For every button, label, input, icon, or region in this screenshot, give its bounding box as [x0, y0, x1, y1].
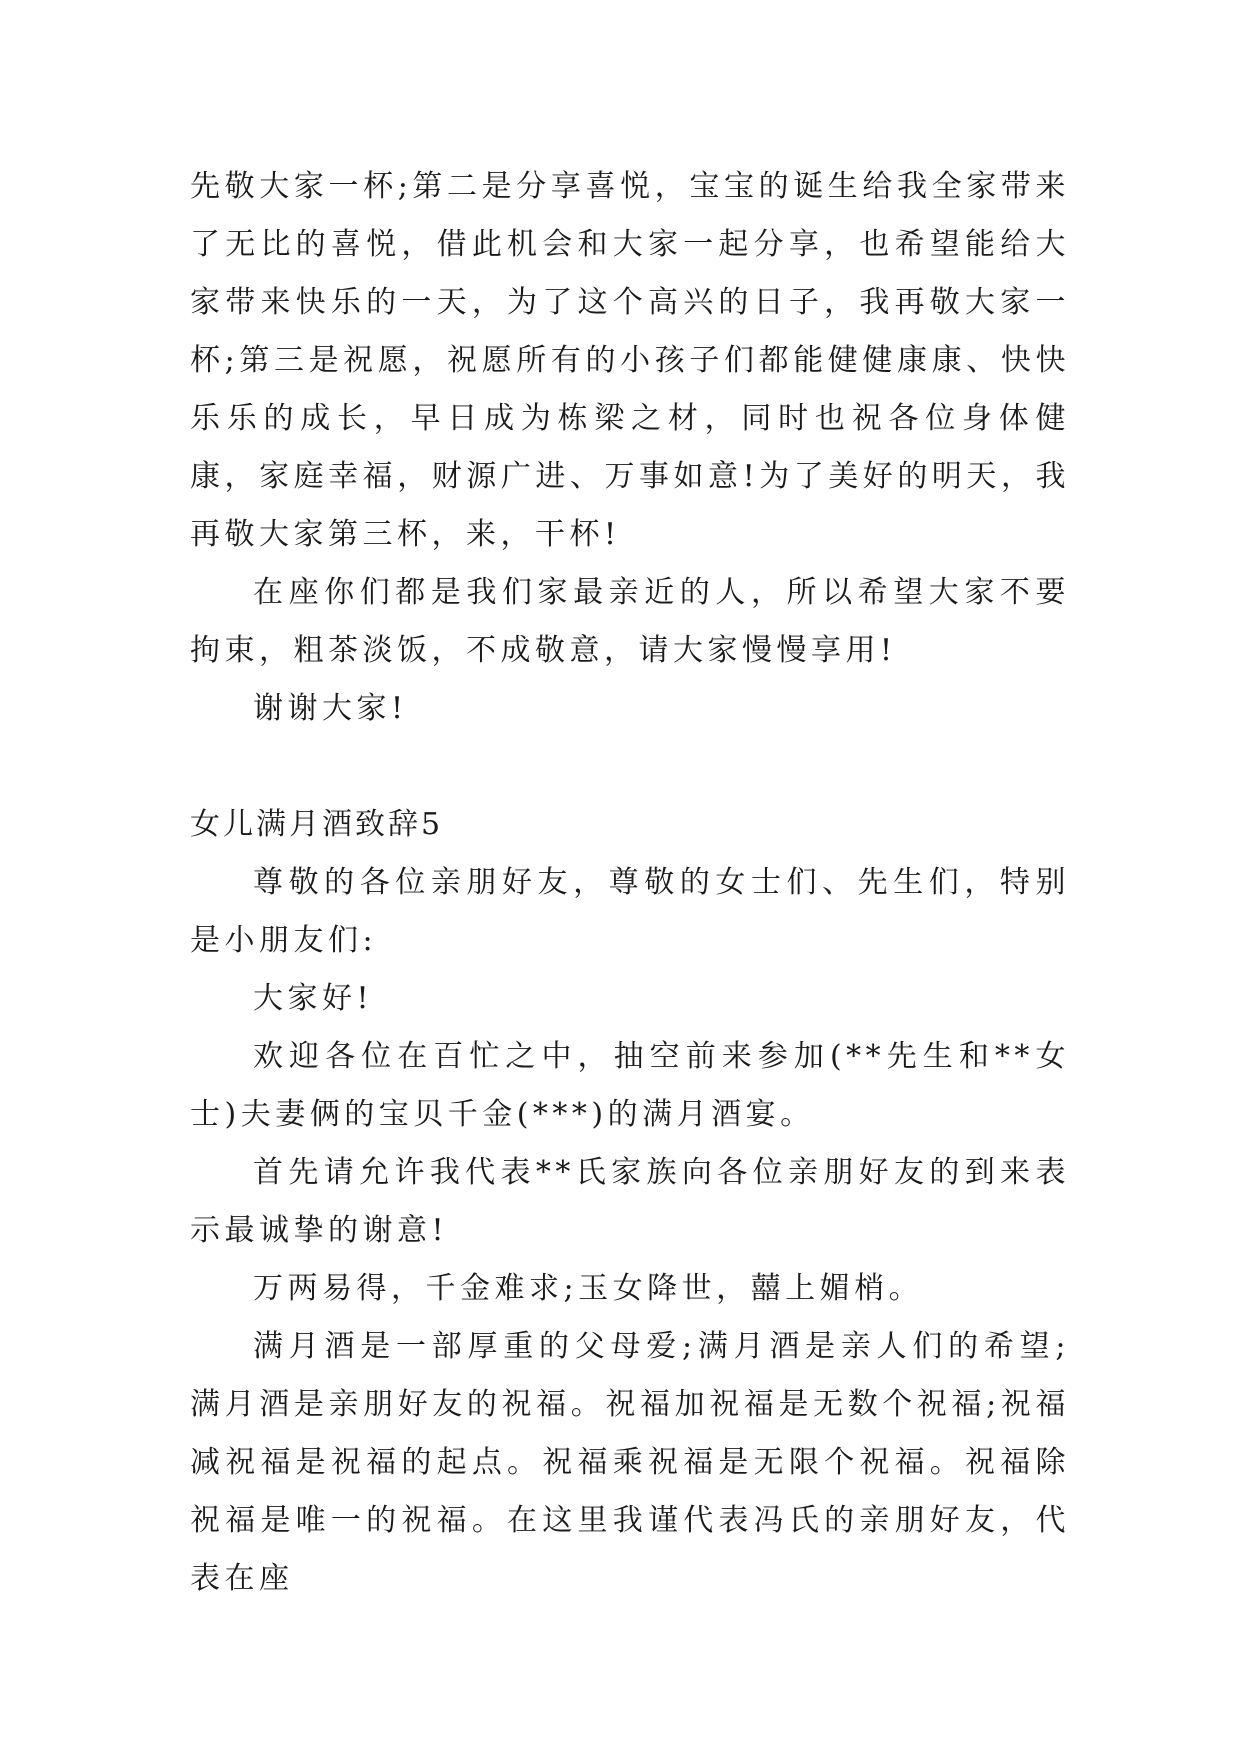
paragraph: 万两易得，千金难求;玉女降世，囍上媚梢。: [253, 1271, 924, 1306]
paragraph: 满月酒是一部厚重的父母爱;满月酒是亲人们的希望;满月酒是亲朋好友的祝福。祝福加祝福是无数个祝福;祝福减祝福是祝福的起点。祝福乘祝福是无限个祝福。祝福除祝福是唯一的祝福。在这里我谨代表冯氏的亲朋好友，代表在座: [190, 1329, 1070, 1596]
paragraph: 在座你们都是我们家最亲近的人，所以希望大家不要拘束，粗茶淡饭，不成敬意，请大家慢慢享用!: [190, 575, 1070, 668]
section-heading: 女儿满月酒致辞5: [190, 807, 444, 842]
paragraph: 大家好!: [253, 981, 374, 1016]
paragraph: 尊敬的各位亲朋好友，尊敬的女士们、先生们，特别是小朋友们:: [190, 865, 1070, 958]
paragraph: 首先请允许我代表**氏家族向各位亲朋好友的到来表示最诚挚的谢意!: [190, 1155, 1070, 1248]
document-body: [190, 158, 1070, 1608]
paragraph: 谢谢大家!: [253, 691, 408, 726]
paragraph: 欢迎各位在百忙之中，抽空前来参加(**先生和**女士)夫妻俩的宝贝千金(***)的满月酒宴。: [190, 1039, 1070, 1132]
paragraph-continued: 先敬大家一杯;第二是分享喜悦，宝宝的诞生给我全家带来了无比的喜悦，借此机会和大家一起分享，也希望能给大家带来快乐的一天，为了这个高兴的日子，我再敬大家一杯;第三是祝愿，祝愿所有的小孩子们都能健健康康、快快乐乐的成长，早日成为栋梁之材，同时也祝各位身体健康，家庭幸福，财源广进、万事如意!为了美好的明天，我再敬大家第三杯，来，干杯!: [190, 169, 1070, 552]
